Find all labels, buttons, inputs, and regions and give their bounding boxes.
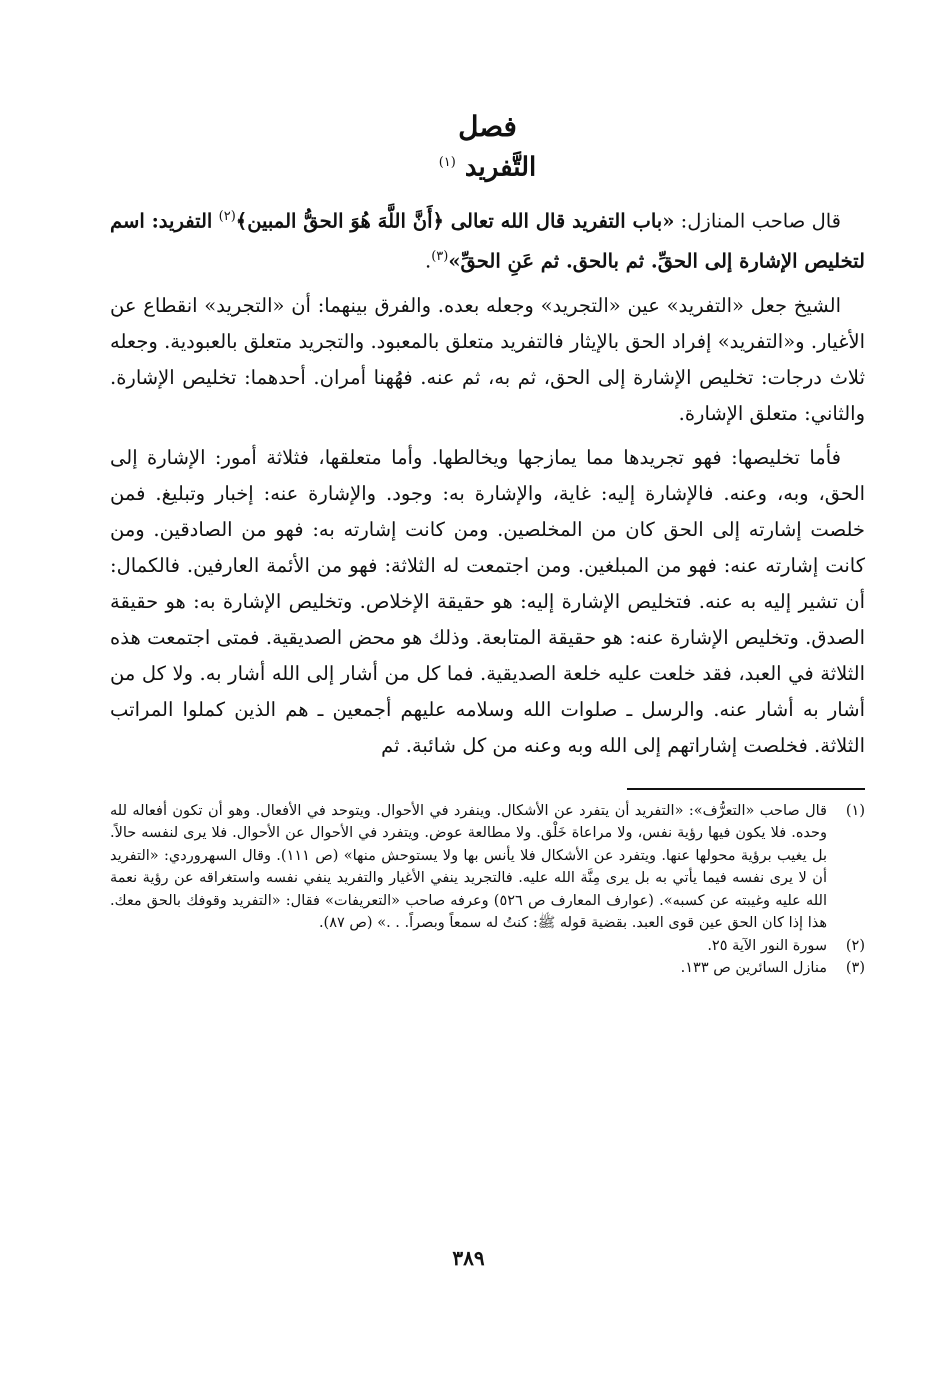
footnotes (110, 800, 865, 980)
footnote-number: (٣) (845, 960, 865, 977)
footnote-text: سورة النور الآية ٢٥. (707, 937, 827, 954)
quote-verse: «باب التفريد قال الله تعالى ﴿أَنَّ اللَّهَ هُوَ الحقُّ المبين﴾ (235, 209, 675, 233)
footnote-text: منازل السائرين ص ١٣٣. (680, 960, 827, 977)
quote-paragraph (110, 199, 865, 280)
quote-definition: التفريد: اسم لتخليص الإشارة إلى الحقِّ. ثم بالحق. ثم عَنِ الحقِّ» (110, 209, 865, 273)
page-content (110, 108, 865, 980)
footnote-item (110, 935, 865, 958)
footnote-number: (٢) (845, 937, 865, 954)
footnote-divider (627, 788, 865, 790)
body-paragraph: فأما تخليصها: فهو تجريدها مما يمازجها ويخالطها. وأما متعلقها، فثلاثة أمور: الإشارة إلى الحق، وبه، وعنه. فالإشارة إليه: غاية، والإشارة به: وجود. والإشارة عنه: إخبار وتبليغ. فمن خلصت إشارته إلى الحق كان من المخلصين. ومن كانت إشارته به: فهو من الصادقين. ومن كانت إشارته عنه: فهو من المبلغين. ومن اجتمعت له الثلاثة: فهو من الأئمة العارفين. فالكمال: أن تشير إليه به عنه. فتخليص الإشارة إليه: هو حقيقة الإخلاص. وتخليص الإشارة به: هو حقيقة الصدق. وتخليص الإشارة عنه: هو حقيقة المتابعة. وذلك هو محض الصديقية. فمتى اجتمعت هذه الثلاثة في العبد، فقد خلعت عليه خلعة الصديقية. فما كل من أشار إلى الله أشار به. ولا كل من أشار به أشار عنه. والرسل ـ صلوات الله وسلامه عليهم أجمعين ـ هم الذين كملوا المراتب الثلاثة. فخلصت إشاراتهم إلى الله وبه وعنه من كل شائبة. ثم (110, 445, 865, 757)
footnote-item (110, 800, 865, 935)
body-paragraph: الشيخ جعل «التفريد» عين «التجريد» وجعله بعده. والفرق بينهما: أن «التجريد» انقطاع عن الأغيار. و«التفريد» إفراد الحق بالإيثار فالتفريد متعلق بالمعبود. والتجريد متعلق بالعبودية. وجعله ثلاث درجات: تخليص الإشارة إلى الحق، ثم به، ثم عنه. فهُهنا أمران. أحدهما: تخليص الإشارة. والثاني: متعلق الإشارة. (110, 293, 865, 425)
section-title-text: التَّفريد (464, 152, 537, 183)
footnote-number: (١) (845, 802, 865, 819)
section-title (110, 146, 865, 185)
footnote-ref: (٣) (431, 249, 449, 265)
footnote-text: قال صاحب «التعرُّف»: «التفريد أن يتفرد عن الأشكال. وينفرد في الأحوال. ويتوحد في الأفعال. وهو أن تكون أفعاله لله وحده. فلا يكون فيها رؤية نفس، ولا مراعاة خَلْق. ولا مطالعة عوض. ويتفرد في الأحوال عن الأحوال. فلا يرى لنفسه حالاً. بل يغيب برؤية محولها عنها. ويتفرد عن الأشكال فلا يأنس بها ولا يستوحش منها» (ص ١١١). وقال السهروردي: «التفريد أن لا يرى نفسه فيما يأتي به بل يرى مِنَّة الله عليه. فالتجريد ينفي الأغيار والتفريد ينفي نفسه واستغراقه عن رؤية نعمة الله عليه وغيبته عن كسبه». (عوارف المعارف ص ٥٢٦) وعرفه صاحب «التعريفات» فقال: «التفريد وقوفك بالحق معك. هذا إذا كان الحق عين قوى العبد. بقضية قوله ﷺ: كنتُ له سمعاً وبصراً. . .» (ص ٨٧). (110, 802, 827, 932)
footnote-ref: (١) (438, 155, 456, 170)
page-number: ٣٨٩ (452, 1246, 485, 1270)
footnote-item (110, 957, 865, 980)
quote-end: . (425, 249, 432, 273)
footnote-ref: (٢) (218, 208, 236, 224)
chapter-title: فصل (458, 110, 517, 143)
quote-lead: قال صاحب المنازل: (674, 209, 841, 233)
